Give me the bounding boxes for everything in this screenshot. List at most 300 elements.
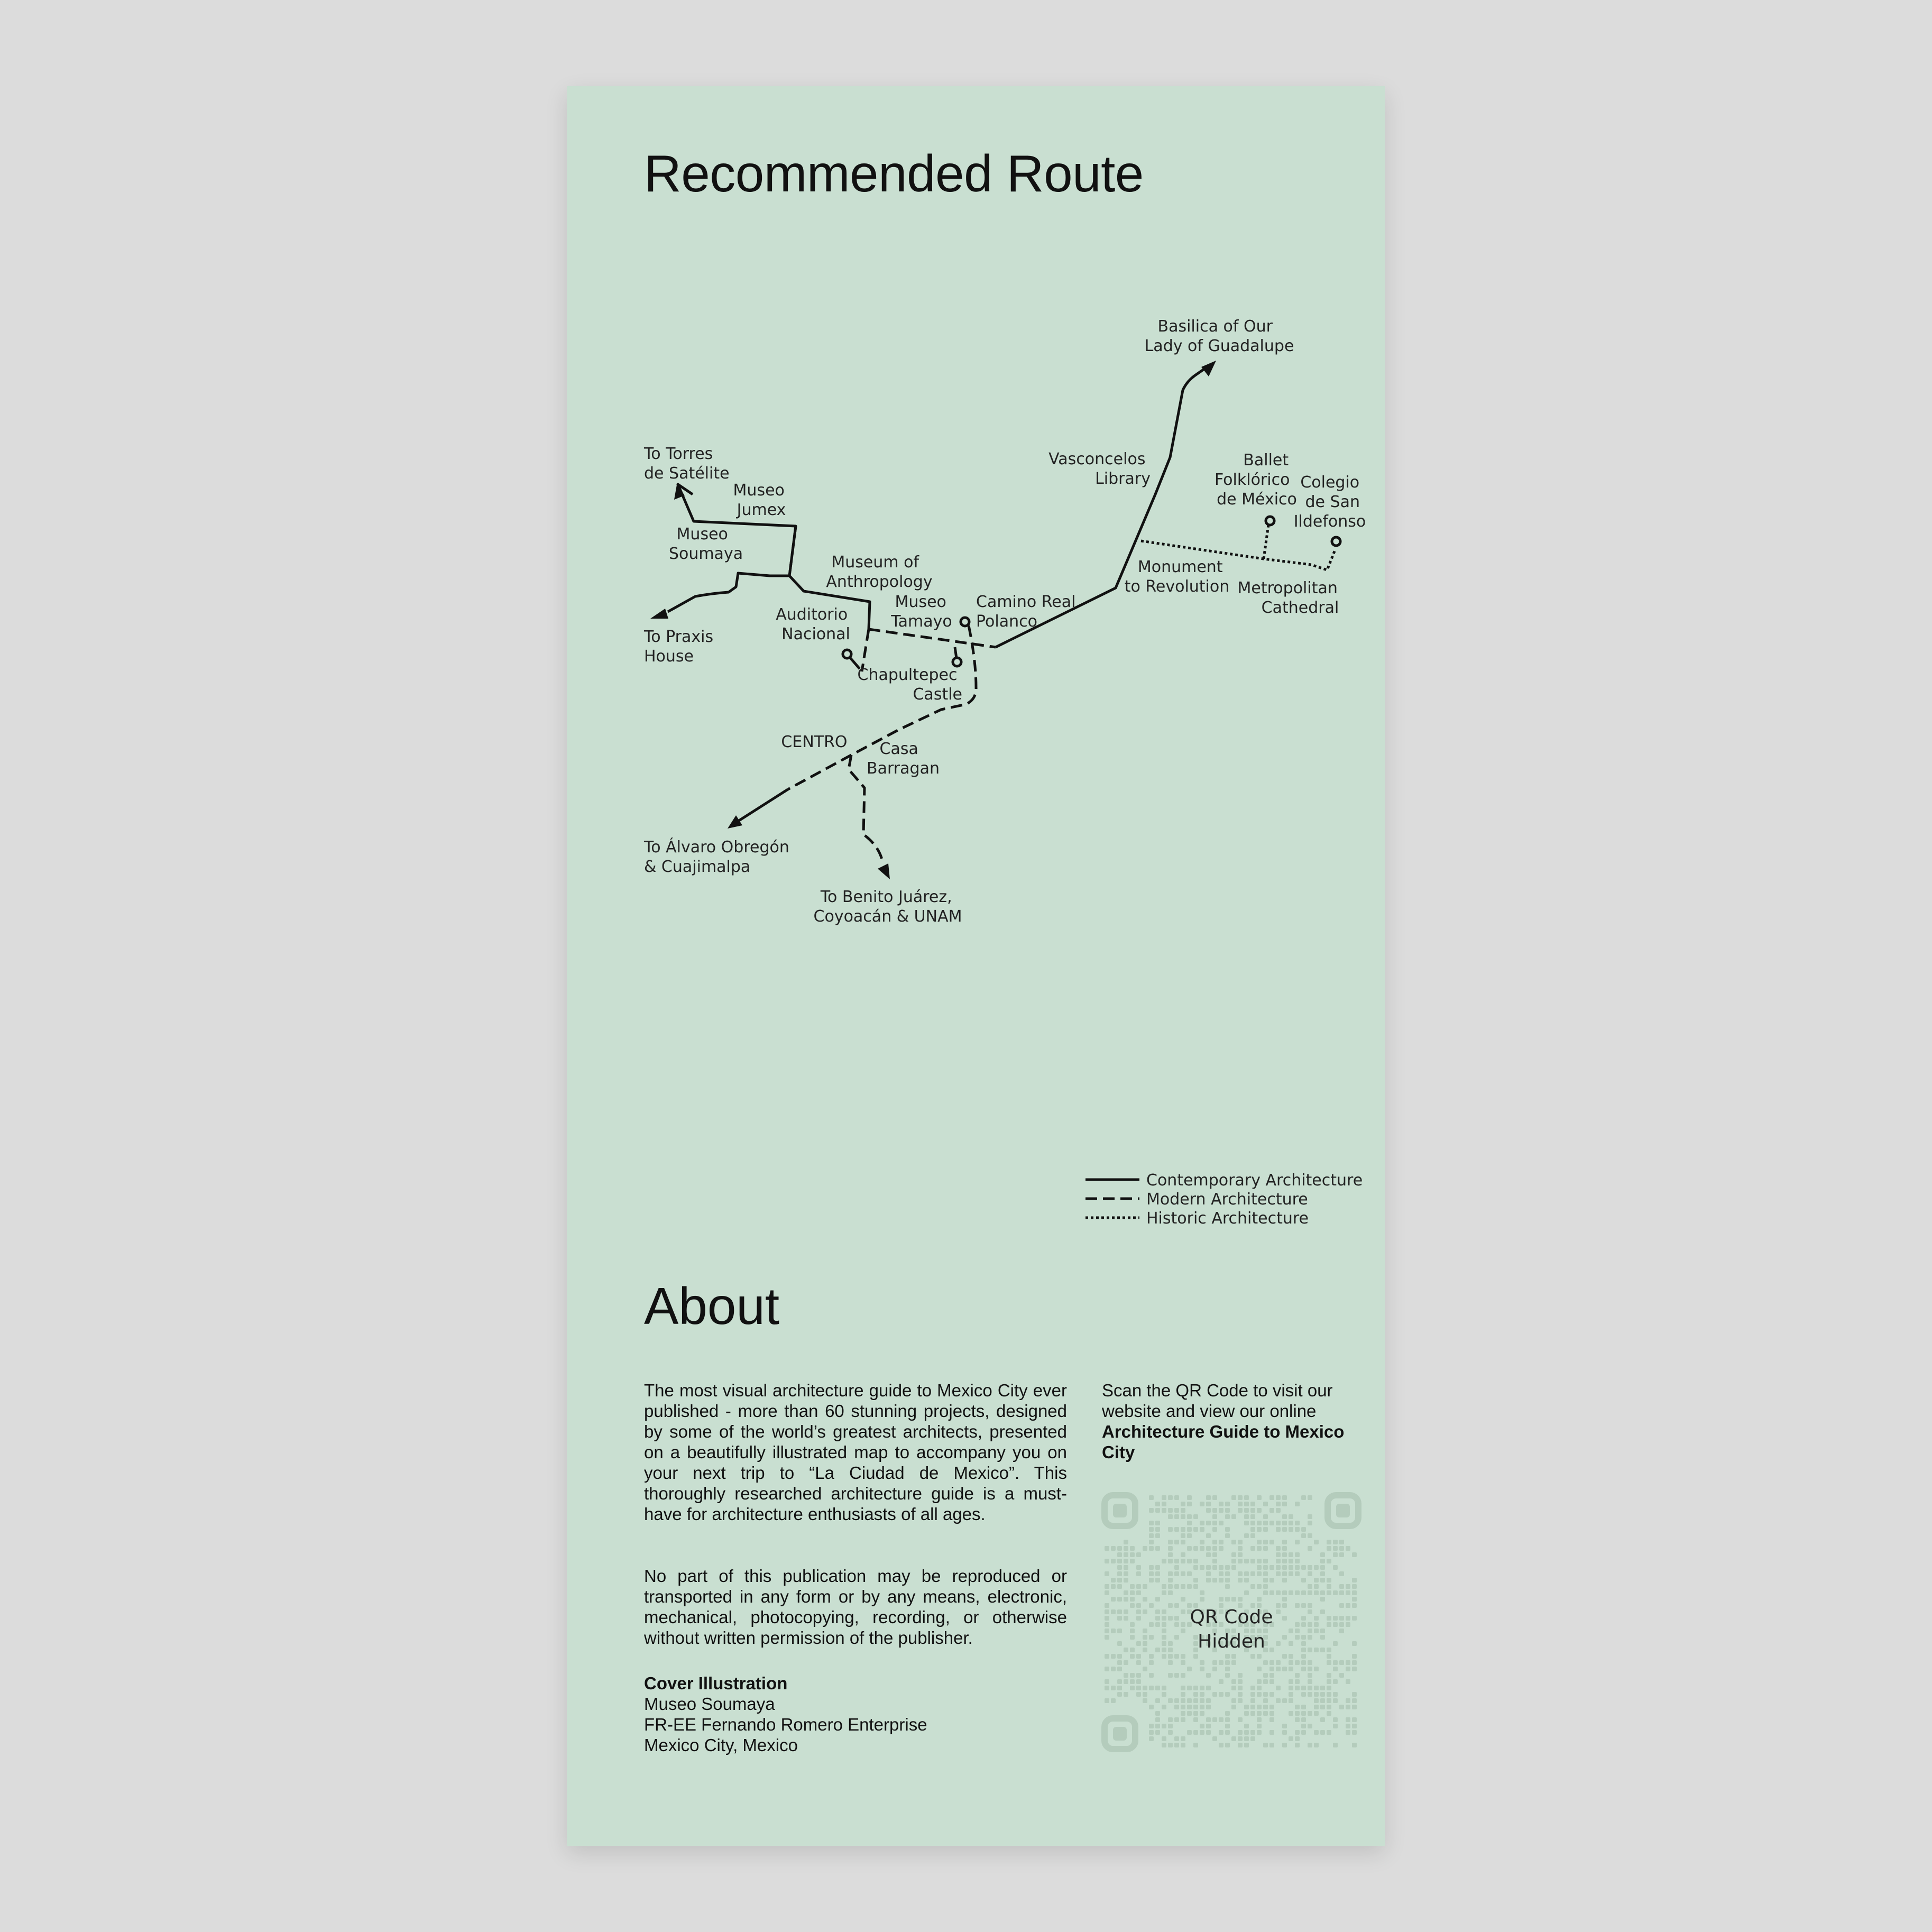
qr-module: [1282, 1552, 1287, 1557]
label-torres: To Torres de Satélite: [644, 445, 730, 483]
qr-module: [1124, 1597, 1128, 1602]
qr-module: [1181, 1698, 1185, 1703]
qr-module: [1149, 1660, 1154, 1665]
qr-module: [1225, 1578, 1230, 1583]
qr-module: [1269, 1730, 1274, 1735]
qr-module: [1219, 1679, 1223, 1684]
qr-module: [1200, 1540, 1204, 1544]
qr-module: [1289, 1679, 1293, 1684]
qr-module: [1257, 1540, 1262, 1544]
qr-module: [1168, 1730, 1173, 1735]
qr-module: [1295, 1711, 1300, 1716]
qr-module: [1244, 1495, 1249, 1500]
qr-module: [1308, 1571, 1312, 1576]
qr-module: [1346, 1717, 1350, 1722]
qr-module: [1117, 1692, 1122, 1697]
qr-module: [1301, 1533, 1306, 1538]
qr-module: [1225, 1527, 1230, 1532]
qr-module: [1136, 1679, 1141, 1684]
qr-module: [1276, 1521, 1281, 1525]
qr-module: [1124, 1578, 1128, 1583]
qr-module: [1257, 1686, 1262, 1690]
qr-intro-text: Scan the QR Code to visit our website and view our online: [1102, 1381, 1333, 1421]
qr-module: [1257, 1571, 1262, 1576]
qr-module: [1244, 1571, 1249, 1576]
qr-module: [1244, 1736, 1249, 1741]
qr-module: [1212, 1559, 1217, 1563]
qr-module: [1174, 1514, 1179, 1519]
qr-module: [1250, 1546, 1255, 1551]
qr-module: [1250, 1705, 1255, 1709]
qr-module: [1105, 1667, 1109, 1671]
qr-module: [1231, 1597, 1236, 1602]
qr-module: [1352, 1597, 1357, 1602]
qr-module: [1269, 1679, 1274, 1684]
qr-module: [1225, 1565, 1230, 1570]
qr-module: [1206, 1495, 1211, 1500]
qr-module: [1238, 1508, 1243, 1513]
qr-module: [1308, 1692, 1312, 1697]
qr-module: [1212, 1660, 1217, 1665]
qr-module: [1130, 1584, 1135, 1589]
qr-module: [1206, 1686, 1211, 1690]
qr-module: [1111, 1667, 1116, 1671]
qr-module: [1206, 1533, 1211, 1538]
qr-module: [1143, 1546, 1147, 1551]
qr-module: [1206, 1552, 1211, 1557]
qr-module: [1124, 1590, 1128, 1595]
label-anthropology: Museum of Anthropology: [826, 553, 933, 591]
qr-module: [1327, 1584, 1331, 1589]
cover-credit-line: Museo Soumaya: [644, 1694, 775, 1714]
qr-hidden-label: [1100, 1605, 1363, 1654]
qr-module: [1301, 1565, 1306, 1570]
qr-module: [1124, 1660, 1128, 1665]
qr-module: [1352, 1578, 1357, 1583]
qr-module: [1333, 1565, 1338, 1570]
qr-module: [1352, 1705, 1357, 1709]
qr-module: [1238, 1717, 1243, 1722]
qr-module: [1269, 1521, 1274, 1525]
qr-module: [1181, 1597, 1185, 1602]
qr-module: [1155, 1730, 1160, 1735]
qr-module: [1136, 1654, 1141, 1659]
qr-module: [1308, 1743, 1312, 1747]
qr-module: [1301, 1527, 1306, 1532]
qr-module: [1327, 1711, 1331, 1716]
qr-module: [1168, 1673, 1173, 1678]
cover-credit-line: FR-EE Fernando Romero Enterprise: [644, 1715, 927, 1734]
qr-module: [1181, 1654, 1185, 1659]
qr-module: [1212, 1546, 1217, 1551]
qr-module: [1352, 1717, 1357, 1722]
qr-module: [1200, 1692, 1204, 1697]
qr-module: [1225, 1597, 1230, 1602]
qr-module: [1193, 1730, 1198, 1735]
qr-module: [1187, 1527, 1192, 1532]
qr-module: [1352, 1552, 1357, 1557]
qr-module: [1263, 1578, 1268, 1583]
qr-module: [1282, 1502, 1287, 1506]
qr-guide-link[interactable]: Architecture Guide to Mexico City: [1102, 1422, 1345, 1462]
qr-module: [1269, 1508, 1274, 1513]
qr-module: [1200, 1521, 1204, 1525]
qr-module: [1308, 1686, 1312, 1690]
qr-module: [1187, 1559, 1192, 1563]
route-title: Recommended Route: [644, 144, 1144, 203]
qr-module: [1168, 1654, 1173, 1659]
qr-module: [1308, 1673, 1312, 1678]
qr-module: [1225, 1508, 1230, 1513]
qr-module: [1200, 1686, 1204, 1690]
qr-module: [1346, 1698, 1350, 1703]
qr-module: [1105, 1590, 1109, 1595]
qr-module: [1257, 1730, 1262, 1735]
qr-module: [1231, 1679, 1236, 1684]
qr-module: [1130, 1679, 1135, 1684]
about-title: About: [644, 1277, 780, 1335]
qr-module: [1276, 1502, 1281, 1506]
qr-module: [1289, 1559, 1293, 1563]
qr-module: [1181, 1502, 1185, 1506]
qr-module: [1238, 1597, 1243, 1602]
qr-module: [1327, 1673, 1331, 1678]
qr-module: [1257, 1705, 1262, 1709]
qr-module: [1231, 1495, 1236, 1500]
qr-module: [1295, 1679, 1300, 1684]
qr-module: [1130, 1597, 1135, 1602]
qr-module: [1162, 1590, 1166, 1595]
qr-module: [1276, 1571, 1281, 1576]
qr-module: [1174, 1673, 1179, 1678]
label-ballet: Ballet Folklórico de México: [1214, 451, 1297, 509]
qr-module: [1244, 1730, 1249, 1735]
qr-module: [1117, 1584, 1122, 1589]
qr-module: [1282, 1565, 1287, 1570]
qr-module: [1269, 1692, 1274, 1697]
qr-module: [1130, 1546, 1135, 1551]
qr-module: [1289, 1711, 1293, 1716]
qr-module: [1238, 1692, 1243, 1697]
qr-module: [1117, 1565, 1122, 1570]
qr-module: [1301, 1692, 1306, 1697]
qr-module: [1136, 1686, 1141, 1690]
qr-module: [1231, 1660, 1236, 1665]
qr-module: [1257, 1565, 1262, 1570]
qr-module: [1149, 1724, 1154, 1728]
qr-module: [1346, 1667, 1350, 1671]
qr-module: [1181, 1540, 1185, 1544]
label-tamayo: Museo Tamayo: [891, 593, 952, 631]
qr-module: [1263, 1514, 1268, 1519]
qr-module: [1282, 1514, 1287, 1519]
qr-module: [1282, 1546, 1287, 1551]
qr-module: [1124, 1565, 1128, 1570]
qr-module: [1276, 1686, 1281, 1690]
qr-module: [1136, 1571, 1141, 1576]
qr-module: [1282, 1743, 1287, 1747]
qr-module: [1206, 1565, 1211, 1570]
qr-module: [1155, 1571, 1160, 1576]
qr-module: [1193, 1559, 1198, 1563]
qr-module: [1212, 1495, 1217, 1500]
route-solid-southwest: [738, 789, 788, 821]
qr-module: [1339, 1660, 1344, 1665]
qr-module: [1314, 1540, 1319, 1544]
qr-module: [1162, 1705, 1166, 1709]
qr-module: [1181, 1705, 1185, 1709]
qr-module: [1111, 1654, 1116, 1659]
qr-module: [1206, 1673, 1211, 1678]
qr-module: [1181, 1533, 1185, 1538]
qr-module: [1174, 1559, 1179, 1563]
qr-module: [1346, 1679, 1350, 1684]
qr-module: [1352, 1590, 1357, 1595]
qr-module: [1193, 1743, 1198, 1747]
qr-module: [1301, 1717, 1306, 1722]
qr-module: [1250, 1521, 1255, 1525]
qr-module: [1187, 1502, 1192, 1506]
qr-module: [1276, 1667, 1281, 1671]
qr-module: [1339, 1546, 1344, 1551]
qr-module: [1295, 1502, 1300, 1506]
qr-module: [1162, 1654, 1166, 1659]
qr-module: [1200, 1597, 1204, 1602]
qr-module: [1219, 1571, 1223, 1576]
qr-module: [1333, 1743, 1338, 1747]
qr-module: [1225, 1533, 1230, 1538]
qr-module: [1352, 1584, 1357, 1589]
qr-module: [1187, 1546, 1192, 1551]
node-camino-real: [961, 618, 969, 626]
qr-module: [1269, 1673, 1274, 1678]
qr-module: [1327, 1686, 1331, 1690]
qr-module: [1117, 1597, 1122, 1602]
qr-module: [1333, 1546, 1338, 1551]
qr-module: [1117, 1571, 1122, 1576]
qr-module: [1282, 1578, 1287, 1583]
qr-module: [1219, 1502, 1223, 1506]
qr-module: [1295, 1527, 1300, 1532]
qr-module: [1289, 1514, 1293, 1519]
qr-module: [1212, 1552, 1217, 1557]
qr-module: [1111, 1584, 1116, 1589]
qr-module: [1130, 1559, 1135, 1563]
qr-module: [1149, 1686, 1154, 1690]
qr-module: [1181, 1717, 1185, 1722]
label-jumex: Museo Jumex: [733, 481, 786, 519]
qr-module: [1257, 1724, 1262, 1728]
qr-module: [1149, 1546, 1154, 1551]
qr-module: [1206, 1724, 1211, 1728]
qr-module: [1168, 1540, 1173, 1544]
about-paragraph-intro: The most visual architecture guide to Mexico City ever published - more than 60 stunning projects, designed by some of the world’s greatest architects, presented on a beautifully illustrated map to accompany you on your next trip to “La Ciudad de Mexico”. This thoroughly researched architecture guide is a must-have for architecture enthusiasts of all ages.: [644, 1381, 1067, 1524]
qr-module: [1301, 1578, 1306, 1583]
qr-module: [1352, 1654, 1357, 1659]
qr-module: [1149, 1533, 1154, 1538]
qr-module: [1333, 1724, 1338, 1728]
qr-module: [1181, 1552, 1185, 1557]
qr-module: [1333, 1679, 1338, 1684]
qr-module: [1136, 1660, 1141, 1665]
qr-module: [1105, 1686, 1109, 1690]
qr-module: [1238, 1502, 1243, 1506]
qr-module: [1314, 1730, 1319, 1735]
qr-module: [1193, 1565, 1198, 1570]
qr-module: [1352, 1724, 1357, 1728]
label-centro: CENTRO: [781, 733, 848, 751]
qr-module: [1231, 1540, 1236, 1544]
qr-module: [1200, 1527, 1204, 1532]
route-dotted-ballet: [1264, 521, 1269, 559]
qr-module: [1263, 1571, 1268, 1576]
qr-module: [1143, 1597, 1147, 1602]
qr-module: [1212, 1540, 1217, 1544]
qr-module: [1282, 1698, 1287, 1703]
qr-module: [1155, 1502, 1160, 1506]
qr-module: [1295, 1717, 1300, 1722]
qr-module: [1238, 1571, 1243, 1576]
qr-module: [1352, 1698, 1357, 1703]
qr-module: [1155, 1565, 1160, 1570]
qr-module: [1181, 1660, 1185, 1665]
qr-module: [1327, 1590, 1331, 1595]
qr-module: [1168, 1571, 1173, 1576]
qr-module: [1250, 1654, 1255, 1659]
qr-caption: [1102, 1380, 1366, 1462]
label-colegio: Colegio de San Ildefonso: [1293, 473, 1366, 531]
qr-module: [1320, 1717, 1325, 1722]
qr-module: [1155, 1698, 1160, 1703]
qr-module: [1212, 1508, 1217, 1513]
qr-module: [1111, 1559, 1116, 1563]
node-colegio: [1332, 537, 1340, 546]
qr-module: [1130, 1590, 1135, 1595]
route-dashed-auditorio: [862, 629, 869, 671]
qr-module: [1295, 1673, 1300, 1678]
qr-module: [1257, 1495, 1262, 1500]
qr-module: [1289, 1571, 1293, 1576]
qr-module: [1320, 1565, 1325, 1570]
qr-module: [1174, 1495, 1179, 1500]
qr-module: [1333, 1540, 1338, 1544]
qr-module: [1200, 1724, 1204, 1728]
qr-module: [1250, 1502, 1255, 1506]
qr-module: [1257, 1546, 1262, 1551]
qr-module: [1263, 1660, 1268, 1665]
qr-module: [1117, 1654, 1122, 1659]
qr-module: [1282, 1724, 1287, 1728]
qr-module: [1238, 1540, 1243, 1544]
qr-module: [1181, 1559, 1185, 1563]
qr-module: [1244, 1502, 1249, 1506]
qr-module: [1193, 1514, 1198, 1519]
qr-module: [1327, 1660, 1331, 1665]
qr-module: [1168, 1546, 1173, 1551]
qr-module: [1225, 1743, 1230, 1747]
qr-module: [1174, 1508, 1179, 1513]
qr-module: [1263, 1559, 1268, 1563]
qr-module: [1162, 1686, 1166, 1690]
qr-module: [1212, 1514, 1217, 1519]
qr-module: [1244, 1743, 1249, 1747]
qr-module: [1346, 1730, 1350, 1735]
qr-module: [1193, 1584, 1198, 1589]
qr-module: [1308, 1584, 1312, 1589]
qr-module: [1333, 1667, 1338, 1671]
qr-module: [1282, 1590, 1287, 1595]
qr-module: [1352, 1730, 1357, 1735]
qr-module: [1193, 1717, 1198, 1722]
qr-module: [1339, 1584, 1344, 1589]
qr-module: [1149, 1565, 1154, 1570]
qr-module: [1295, 1552, 1300, 1557]
qr-module: [1212, 1527, 1217, 1532]
qr-module: [1225, 1673, 1230, 1678]
qr-module: [1181, 1736, 1185, 1741]
qr-module: [1105, 1584, 1109, 1589]
qr-module: [1117, 1546, 1122, 1551]
qr-module: [1130, 1552, 1135, 1557]
qr-module: [1155, 1527, 1160, 1532]
qr-module: [1295, 1521, 1300, 1525]
legend-label-modern: Modern Architecture: [1146, 1190, 1308, 1209]
qr-module: [1250, 1698, 1255, 1703]
qr-module: [1257, 1667, 1262, 1671]
qr-module: [1238, 1559, 1243, 1563]
qr-module: [1269, 1578, 1274, 1583]
cover-credit: [644, 1673, 1067, 1755]
qr-module: [1155, 1717, 1160, 1722]
qr-module: [1105, 1546, 1109, 1551]
qr-module: [1149, 1527, 1154, 1532]
qr-module: [1225, 1584, 1230, 1589]
qr-module: [1162, 1736, 1166, 1741]
qr-module: [1263, 1692, 1268, 1697]
qr-module: [1295, 1590, 1300, 1595]
qr-module: [1206, 1705, 1211, 1709]
qr-module: [1130, 1686, 1135, 1690]
qr-module: [1238, 1743, 1243, 1747]
qr-module: [1219, 1508, 1223, 1513]
qr-module: [1250, 1686, 1255, 1690]
qr-module: [1269, 1565, 1274, 1570]
qr-module: [1352, 1660, 1357, 1665]
label-barragan: Casa Barragan: [867, 740, 940, 778]
qr-module: [1181, 1571, 1185, 1576]
qr-module: [1301, 1660, 1306, 1665]
qr-module: [1346, 1584, 1350, 1589]
qr-module: [1308, 1514, 1312, 1519]
qr-module: [1168, 1724, 1173, 1728]
qr-module: [1231, 1552, 1236, 1557]
legend: [1085, 1171, 1363, 1228]
qr-module: [1295, 1559, 1300, 1563]
route-dashed-jumex: [789, 526, 796, 576]
qr-module: [1289, 1654, 1293, 1659]
label-vasconcelos: Vasconcelos Library: [1048, 450, 1151, 488]
qr-module: [1117, 1679, 1122, 1684]
qr-module: [1314, 1705, 1319, 1709]
qr-module: [1111, 1546, 1116, 1551]
qr-module: [1282, 1654, 1287, 1659]
qr-module: [1174, 1743, 1179, 1747]
qr-module: [1276, 1552, 1281, 1557]
qr-module: [1244, 1514, 1249, 1519]
qr-module: [1187, 1521, 1192, 1525]
qr-module: [1238, 1673, 1243, 1678]
qr-module: [1149, 1654, 1154, 1659]
